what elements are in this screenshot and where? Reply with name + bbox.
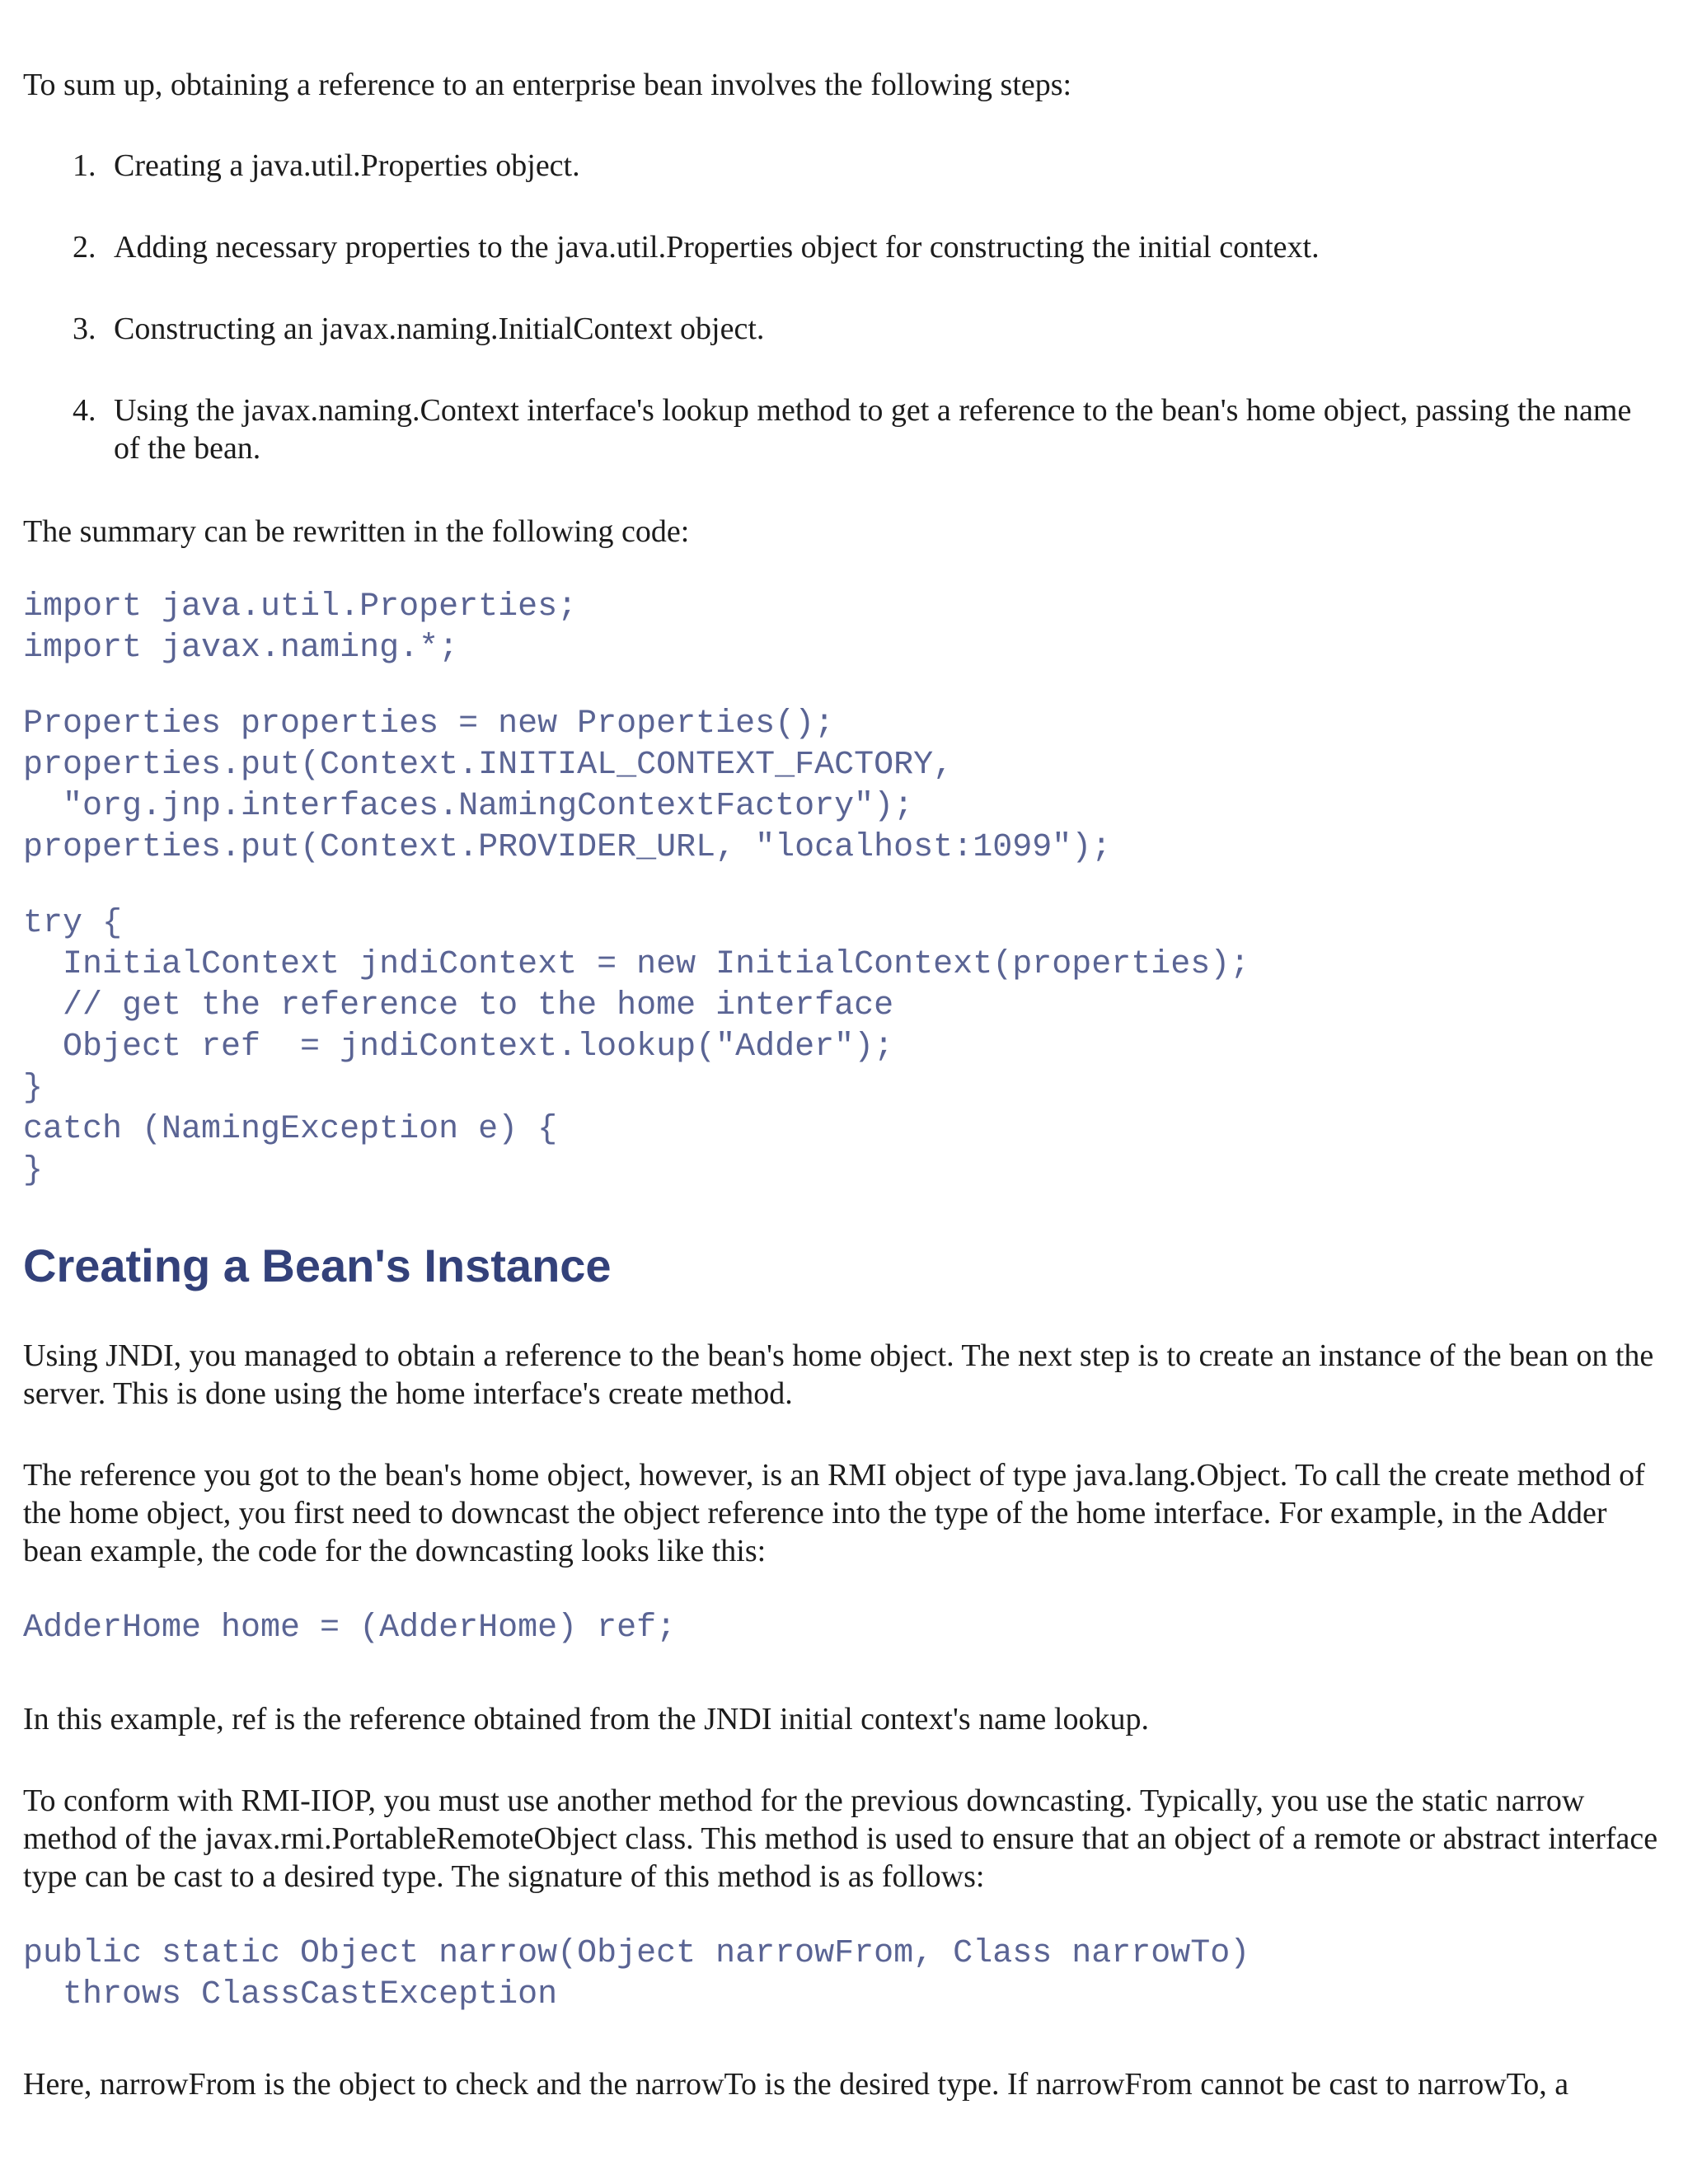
code-line: Properties properties = new Properties(); — [23, 705, 835, 743]
list-item: 2. Adding necessary properties to the java.util.Properties object for constructing the initial context. — [73, 230, 1320, 265]
paragraph-rmi-iiop: To conform with RMI-IIOP, you must use another method for the previous downcasting. Typically, you use the static narrow method of the javax.rmi.PortableRemoteObject class. This method is used to ensure that an object of a remote or abstract interface type can be cast to a desired type. The signature of this method is as follows: — [23, 1783, 1658, 1894]
code-line: properties.put(Context.PROVIDER_URL, "localhost:1099"); — [23, 829, 1112, 866]
list-item: 1. Creating a java.util.Properties object. — [73, 148, 580, 183]
code-line — [23, 669, 1250, 704]
code-line: AdderHome home = (AdderHome) ref; — [23, 1610, 677, 1647]
paragraph-downcast: The reference you got to the bean's home object, however, is an RMI object of type java.lang.Object. To call the create method of the home object, you first need to downcast the object reference into the type of the home interface. For example, in the Adder bean example, the code for the downcasting looks like this: — [23, 1458, 1645, 1568]
code-line: public static Object narrow(Object narrowFrom, Class narrowTo) — [23, 1935, 1250, 1972]
code-line: import javax.naming.*; — [23, 630, 459, 667]
code-block-narrow-signature — [23, 1933, 1250, 2016]
code-line: throws ClassCastException — [23, 1976, 558, 2013]
list-item: 3. Constructing an javax.naming.InitialContext object. — [73, 312, 765, 346]
section-heading: Creating a Bean's Instance — [23, 1240, 612, 1291]
intro-paragraph: To sum up, obtaining a reference to an enterprise bean involves the following steps: — [23, 68, 1072, 102]
code-line: try { — [23, 905, 123, 942]
code-line: properties.put(Context.INITIAL_CONTEXT_FACTORY, — [23, 747, 954, 784]
code-line: } — [23, 1070, 44, 1107]
paragraph-ref-explanation: In this example, ref is the reference obtained from the JNDI initial context's name lookup. — [23, 1702, 1149, 1736]
code-line — [23, 869, 1250, 903]
code-line: } — [23, 1152, 44, 1189]
paragraph-jndi-intro: Using JNDI, you managed to obtain a reference to the bean's home object. The next step is to create an instance of the bean on the server. This is done using the home interface's create method. — [23, 1338, 1654, 1411]
code-line: Object ref = jndiContext.lookup("Adder"); — [23, 1029, 894, 1066]
code-line: // get the reference to the home interface — [23, 987, 894, 1024]
code-block-jndi-lookup — [23, 587, 1250, 1192]
steps-list — [23, 147, 1665, 511]
code-line: import java.util.Properties; — [23, 588, 578, 626]
code-line: catch (NamingException e) { — [23, 1111, 558, 1148]
code-line: "org.jnp.interfaces.NamingContextFactory"); — [23, 788, 914, 825]
summary-intro-paragraph: The summary can be rewritten in the following code: — [23, 514, 690, 549]
list-item: 4. Using the javax.naming.Context interface's lookup method to get a reference to the bean's home object, passing the name of the bean. — [73, 393, 1632, 466]
code-line: InitialContext jndiContext = new InitialContext(properties); — [23, 946, 1250, 983]
code-block-downcast — [23, 1608, 676, 1649]
paragraph-narrow-explanation: Here, narrowFrom is the object to check and the narrowTo is the desired type. If narrowFrom cannot be cast to narrowTo, a — [23, 2067, 1569, 2102]
